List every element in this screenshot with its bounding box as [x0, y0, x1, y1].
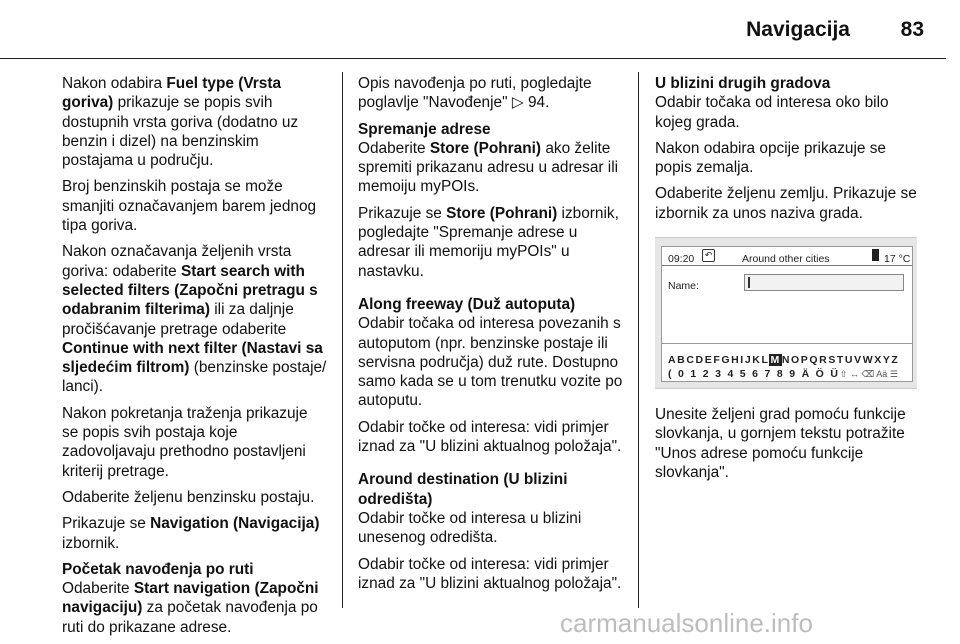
name-label: Name:	[668, 280, 699, 293]
paragraph	[358, 74, 626, 113]
page-ref-number: 94.	[523, 94, 550, 112]
paragraph: Nakon odabira opcije prikazuje se popis zemalja.	[655, 139, 886, 177]
text: za početak navođenja po ruti do prikazane adrese.	[62, 599, 318, 636]
status-bar	[662, 247, 912, 266]
paragraph: Unesite željeni grad pomoću funkcije slovkanja, u gornjem tekstu potražite "Unos adrese pomoću funkcije slovkanja".	[655, 406, 906, 481]
section-heading: Početak navođenja po ruti	[62, 560, 254, 578]
menu-term: Continue with next filter (Nastavi sa sljedećim filtrom)	[62, 339, 323, 377]
paragraph	[358, 139, 626, 197]
text: Prikazuje se	[358, 204, 447, 222]
paragraph	[62, 514, 328, 553]
speller-function-keys: ⇧ ↔ ⌫ Aä ☰	[840, 369, 898, 380]
paragraph: Odaberite željenu zemlju. Prikazuje se izbornik za unos naziva grada.	[655, 185, 917, 222]
speller-row-digits: ( 0 1 2 3 4 5 6 7 8 9 Ä Ö Ü	[668, 368, 840, 381]
section-heading: Along freeway (Duž autoputa)	[358, 295, 576, 313]
menu-term: Navigation (Navigacija)	[150, 515, 320, 533]
clock-time: 09:20	[668, 253, 695, 266]
paragraph	[358, 204, 626, 281]
section-heading: U blizini drugih gradova	[655, 75, 831, 92]
keyboard-divider	[662, 343, 912, 344]
column-2	[358, 74, 626, 600]
speller-letters: NOPQRSTUVWXYZ	[781, 354, 900, 367]
text: ili za daljnje pročišćavanje pretrage odaberite	[62, 301, 294, 338]
text: Nakon označavanja željenih vrsta goriva: odaberite	[62, 243, 292, 280]
page-number: 83	[900, 18, 924, 41]
paragraph: Broj benzinskih postaja se može smanjiti označavanjem barem jednog tipa goriva.	[62, 178, 317, 235]
column-divider-1	[342, 72, 343, 608]
text: ako želite spremiti prikazanu adresu u adresar ili memoiju myPOIs.	[358, 139, 619, 196]
speller-letters: ABCDEFGHIJKL	[668, 354, 770, 367]
menu-term: Store (Pohrani)	[446, 204, 558, 222]
header-rule	[0, 58, 946, 59]
name-input	[744, 274, 904, 291]
text: Odaberite	[358, 139, 430, 157]
paragraph: Odabir točke od interesa: vidi primjer iznad za "U blizini aktualnog položaja".	[358, 555, 622, 592]
text: Nakon odabira	[62, 75, 167, 92]
phone-icon	[872, 249, 879, 261]
column-1	[62, 74, 328, 644]
paragraph: Nakon pokretanja traženja prikazuje se popis svih postaja koje zadovoljavaju prethodno postavljeni kriterij pretrage.	[62, 404, 308, 480]
screen-illustration	[655, 237, 917, 389]
display-screen	[661, 246, 913, 382]
temperature: 17 °C	[884, 253, 911, 266]
screen-title: Around other cities	[742, 253, 830, 266]
text: prikazuje se popis svih dostupnih vrsta goriva (dodatno uz benzin i dizel) na benzinskim postajama u području.	[62, 94, 299, 170]
text: izbornik, pogledajte "Spremanje adrese u adresar ili memoriju myPOIs" u nastavku.	[358, 204, 619, 280]
text: Odaberite	[62, 580, 134, 598]
paragraph: Odabir točke od interesa: vidi primjer iznad za "U blizini aktualnog položaja".	[358, 418, 622, 456]
section-heading: Spremanje adrese	[358, 120, 491, 138]
menu-term: Fuel type (Vrsta goriva)	[62, 75, 282, 112]
paragraph	[62, 579, 328, 637]
section-heading: Around destination (U blizini odredišta)	[358, 471, 568, 508]
column-divider-2	[638, 72, 639, 608]
menu-term: Store (Pohrani)	[429, 139, 542, 157]
column-3	[655, 74, 927, 489]
paragraph: Odabir točaka od interesa povezanih s autoputom (npr. benzinske postaje ili servisna područja) duž rute. Dostupno samo kada se u tom trenutku vozite po autoputu.	[358, 315, 623, 410]
paragraph	[62, 242, 328, 396]
back-icon: ↶	[702, 249, 715, 262]
paragraph: Odabir točke od interesa u blizini unesenog odredišta.	[358, 509, 582, 547]
text: Prikazuje se	[62, 515, 151, 533]
paragraph	[62, 74, 328, 170]
page-ref-icon: ▷	[511, 94, 524, 112]
watermark: carmanualsonline.info	[560, 608, 813, 638]
paragraph: Odaberite željenu benzinsku postaju.	[62, 488, 315, 506]
paragraph: Odabir točaka od interesa oko bilo kojeg grada.	[655, 94, 889, 131]
text: (benzinske postaje/ lanci).	[62, 359, 327, 396]
menu-term: Start navigation (Započni navigaciju)	[62, 580, 319, 617]
text-cursor	[748, 277, 750, 288]
menu-term: Start search with selected filters (Započni pretragu s odabranim filterima)	[62, 262, 318, 319]
text: Opis navođenja po ruti, pogledajte poglavlje "Navođenje"	[358, 75, 592, 112]
text: izbornik.	[62, 534, 120, 552]
page-title: Navigacija	[746, 18, 850, 41]
speller-selected-letter: M	[770, 354, 781, 367]
